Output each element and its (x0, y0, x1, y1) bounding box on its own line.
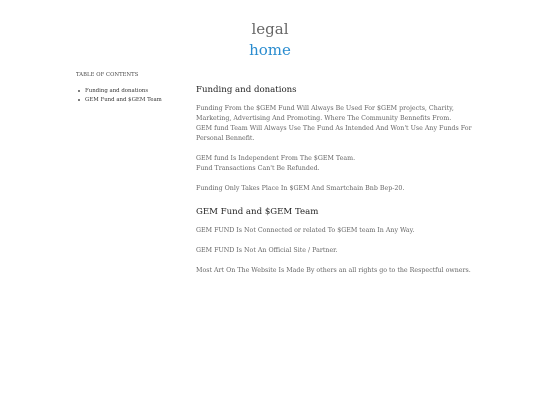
main-content (196, 84, 486, 276)
toc-item-funding-and-donations[interactable] (76, 87, 186, 96)
paragraph (196, 266, 486, 276)
paragraph (196, 246, 486, 256)
text-line: Personal Bennefit. (196, 135, 255, 142)
bullet-icon (78, 99, 80, 101)
text-line: Most Art On The Website Is Made By others an all rights go to the Respectful owners. (196, 267, 471, 274)
toc-item-gem-fund-and-gem-team[interactable] (76, 96, 186, 105)
page-title: legal (251, 20, 289, 38)
site-header (0, 20, 540, 61)
paragraph (196, 154, 486, 174)
toc-item-label: Funding and donations (85, 88, 149, 94)
text-line: GEM fund Team Will Always Use The Fund As Intended And Won't Use Any Funds For (196, 125, 472, 132)
toc-item-label: GEM Fund and $GEM Team (85, 97, 162, 103)
section-heading-gem-fund: GEM Fund and $GEM Team (196, 207, 319, 217)
section-heading-funding: Funding and donations (196, 85, 297, 95)
bullet-icon (78, 90, 80, 92)
text-line: Fund Transactions Can't Be Refunded. (196, 165, 320, 172)
text-line: GEM FUND Is Not Connected or related To $GEM team In Any Way. (196, 227, 415, 234)
paragraph (196, 104, 486, 144)
home-link[interactable]: home (249, 41, 291, 59)
text-line: Funding Only Takes Place In $GEM And Smartchain Bnb Bep-20. (196, 185, 405, 192)
text-line: Marketing, Advertising And Promoting. Where The Community Bennefits From. (196, 115, 452, 122)
toc-title: TABLE OF CONTENTS (76, 72, 139, 78)
text-line: GEM FUND Is Not An Official Site / Partner. (196, 247, 338, 254)
paragraph (196, 184, 486, 194)
text-line: Funding From the $GEM Fund Will Always Be Used For $GEM projects, Charity, (196, 105, 454, 112)
paragraph (196, 226, 486, 236)
text-line: GEM fund Is Independent From The $GEM Team. (196, 155, 356, 162)
table-of-contents (76, 72, 186, 105)
toc-list (76, 87, 186, 105)
